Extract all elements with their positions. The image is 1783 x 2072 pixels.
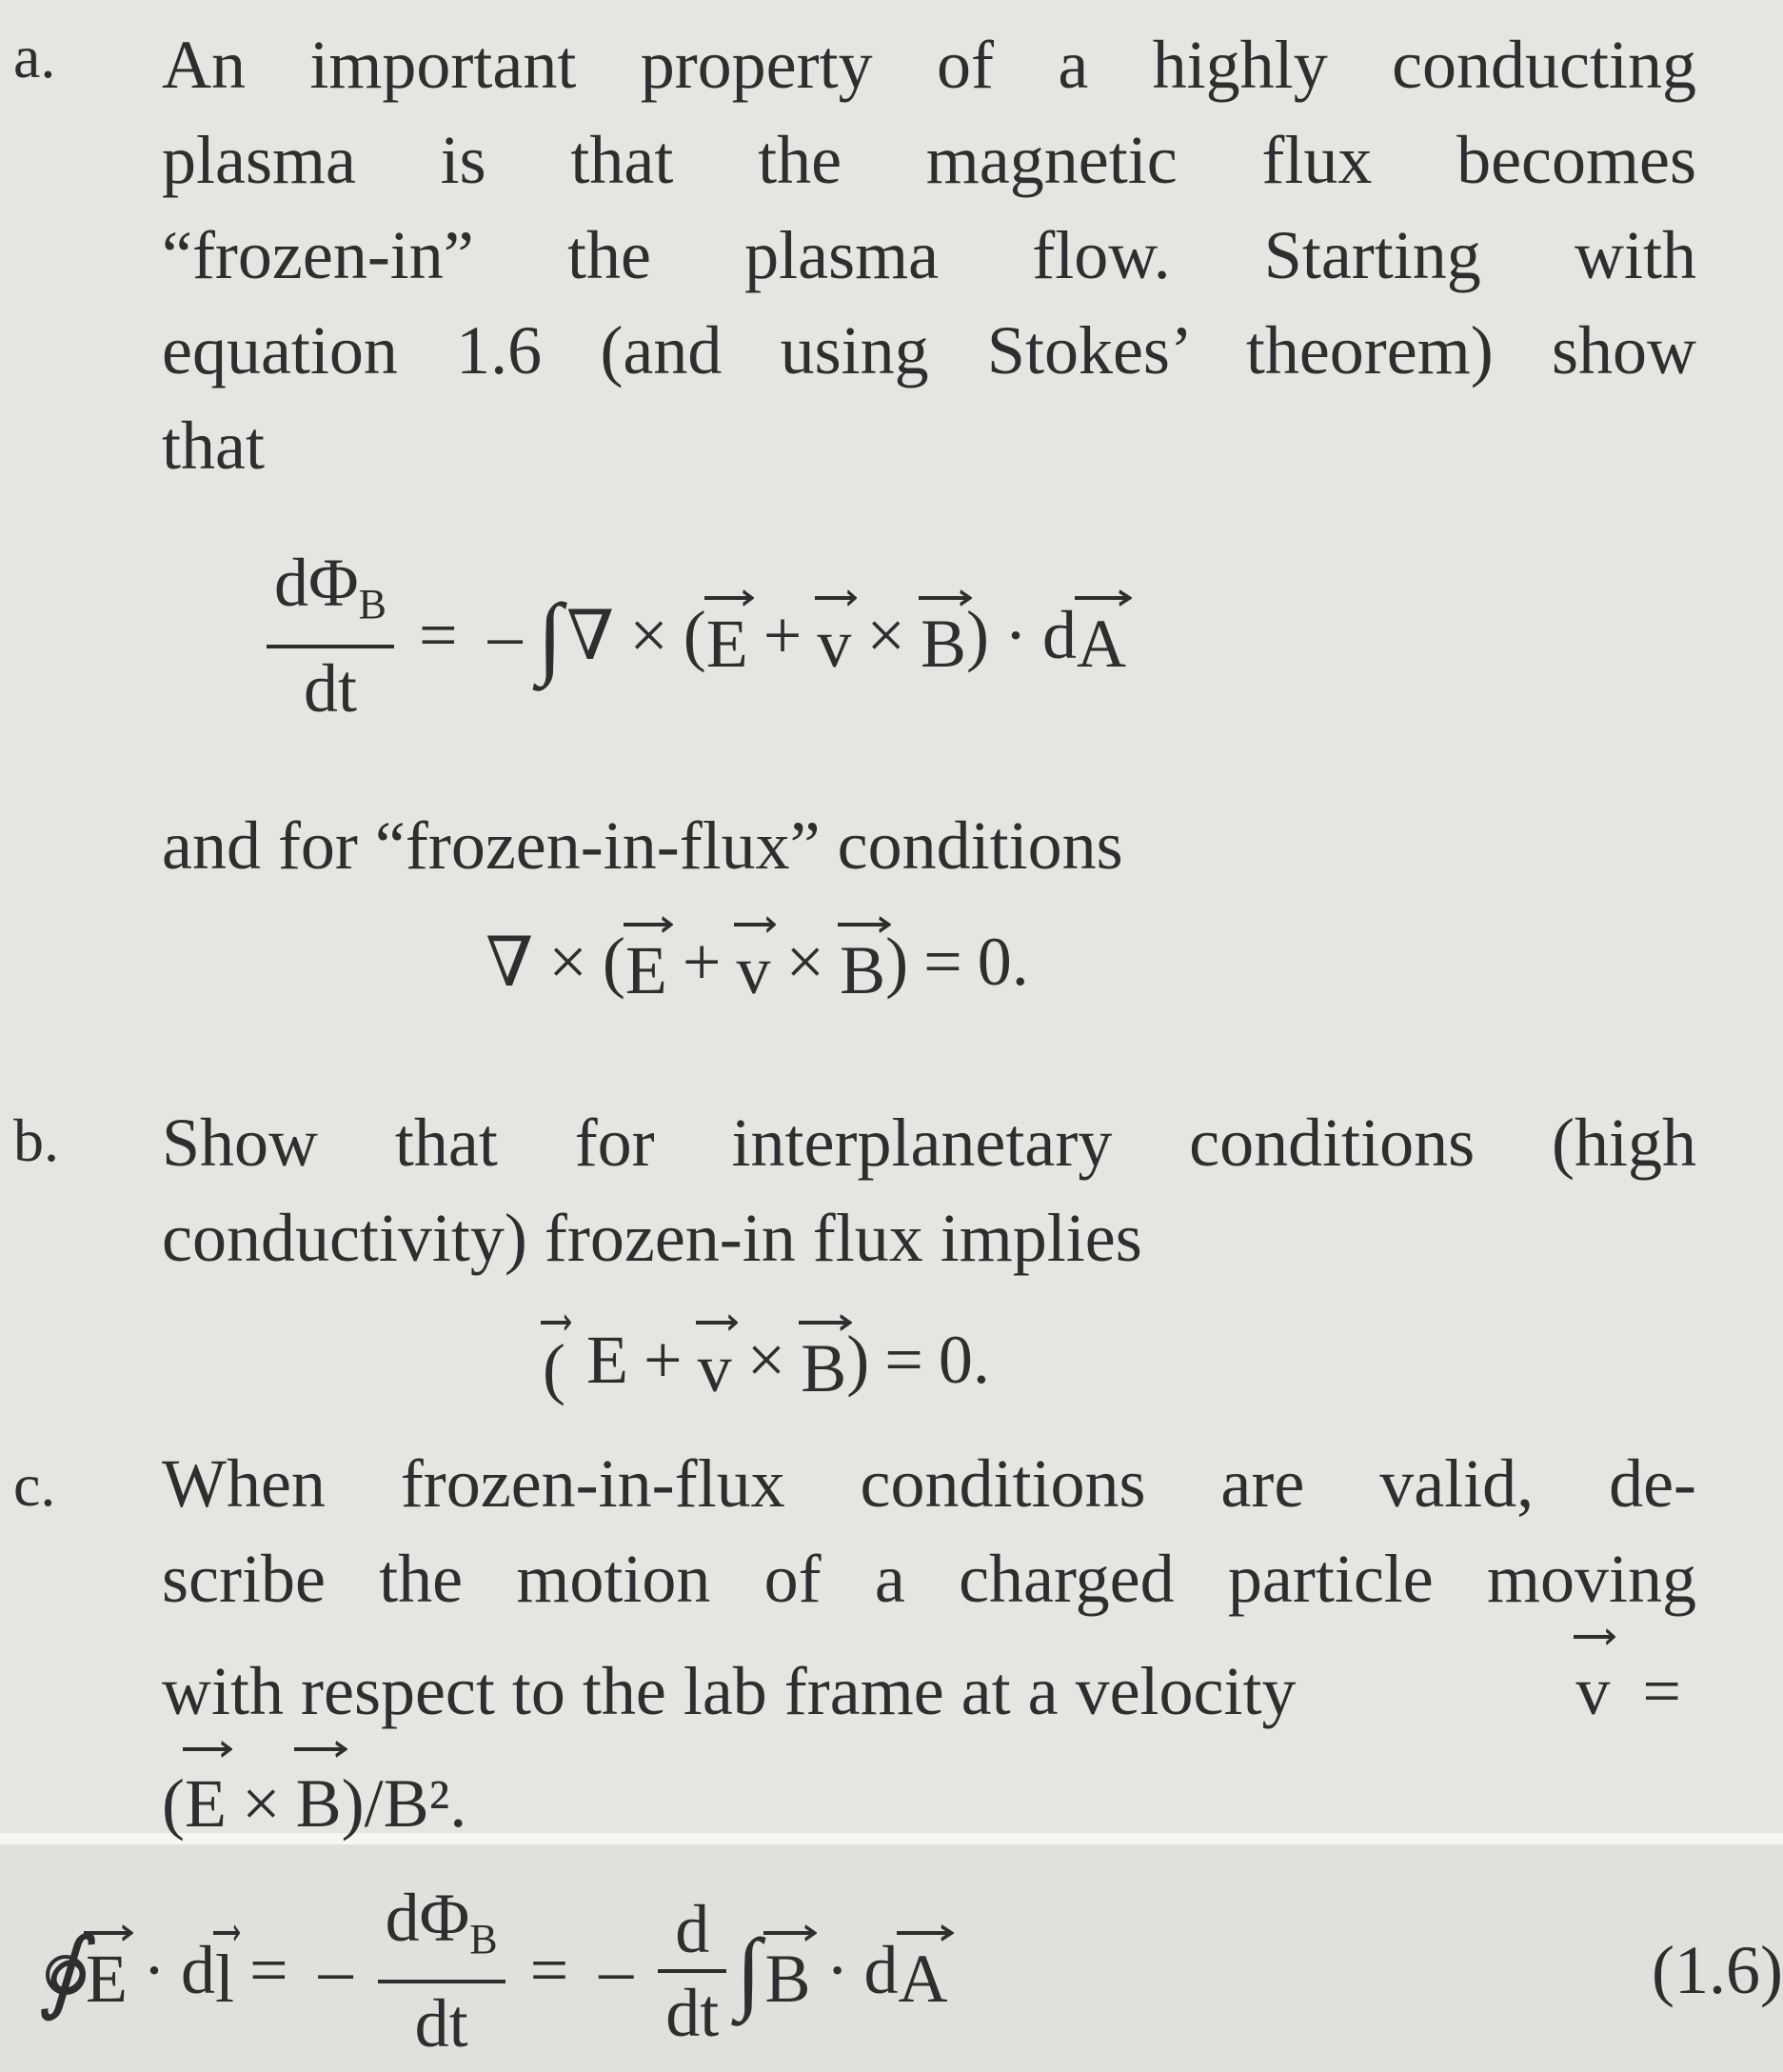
- symbol-E: E: [585, 1322, 628, 1398]
- fraction-dphi-dt: [378, 1878, 505, 2063]
- frac-numerator-subscript: B: [469, 1916, 498, 1963]
- equals-sign: =: [923, 924, 962, 1000]
- item-c-line-3: [162, 1626, 1696, 1739]
- differential-d: d: [863, 1932, 899, 2009]
- vector-v: v: [817, 588, 851, 684]
- vector-E: E: [706, 588, 748, 684]
- vector-B: B: [840, 914, 885, 1010]
- right-paren: ): [966, 597, 989, 674]
- cross-symbol: ×: [746, 1322, 786, 1398]
- item-a-line-2: plasma is that the magnetic flux becomes: [162, 122, 1696, 198]
- minus-sign: –: [318, 1932, 353, 2009]
- velocity-tail: )/B².: [341, 1765, 467, 1842]
- minus-sign: –: [487, 597, 523, 674]
- right-paren: ): [885, 924, 909, 1000]
- vector-arrow-icon: [541, 1314, 571, 1331]
- integral-sign: ∫: [736, 1919, 762, 2022]
- vector-B: B: [296, 1739, 342, 1851]
- frac-denominator: dt: [665, 1974, 720, 2051]
- plus-sign: +: [643, 1322, 683, 1398]
- vector-v: v: [736, 914, 770, 1010]
- fraction-dphi-dt: [267, 543, 394, 728]
- cross-symbol: ×: [241, 1765, 281, 1842]
- item-a-line-6: and for “frozen-in-flux” conditions: [162, 807, 1123, 884]
- rhs-value: 0.: [938, 1322, 990, 1398]
- item-b-line-1: Show that for interplanetary conditions (high: [162, 1105, 1696, 1181]
- vector-lparen-E: (: [543, 1312, 565, 1408]
- dot-symbol: ·: [1004, 597, 1027, 674]
- vector-arrow-icon: [799, 1314, 852, 1331]
- vector-v: v: [1575, 1626, 1610, 1739]
- vector-B: B: [801, 1312, 846, 1408]
- cross-symbol: ×: [785, 924, 825, 1000]
- item-label-a: a.: [13, 23, 56, 90]
- item-c-line-4: [162, 1739, 1696, 1851]
- vector-arrow-icon: [704, 589, 754, 607]
- differential-d: d: [1041, 597, 1077, 674]
- left-paren: (: [683, 597, 706, 674]
- vector-l: l: [215, 1923, 234, 2019]
- vector-E: E: [185, 1739, 227, 1851]
- vector-arrow-icon: [84, 1924, 133, 1942]
- nabla-symbol: ∇: [565, 598, 615, 675]
- frac-numerator: dΦ: [385, 1880, 470, 1956]
- contour-integral-icon: ∮: [38, 1919, 87, 2022]
- vector-E: E: [625, 914, 667, 1010]
- cross-symbol: ×: [548, 924, 587, 1000]
- equation-frozen-in-curl: [485, 914, 1029, 1010]
- vector-arrow-icon: [213, 1924, 240, 1942]
- right-paren: ): [846, 1322, 870, 1398]
- vector-v: v: [698, 1312, 732, 1408]
- item-a-text-2: [162, 798, 1696, 893]
- plus-sign: +: [763, 597, 802, 674]
- vector-arrow-icon: [294, 1741, 347, 1758]
- left-paren: (: [162, 1765, 185, 1842]
- equals-sign: =: [884, 1322, 923, 1398]
- vector-arrow-icon: [696, 1314, 738, 1331]
- differential-d: d: [180, 1932, 215, 2009]
- dot-symbol: ·: [825, 1932, 849, 2009]
- equals-sign: =: [249, 1932, 288, 2009]
- equation-1-6: [38, 1878, 1783, 2063]
- vector-arrow-icon: [897, 1924, 954, 1942]
- vector-arrow-icon: [183, 1741, 232, 1758]
- item-label-c: c.: [13, 1451, 56, 1519]
- integral-sign: ∫: [537, 584, 563, 687]
- vector-B: B: [921, 588, 966, 684]
- vector-A: A: [899, 1923, 948, 2019]
- item-a-line-4: equation 1.6 (and using Stokes’ theorem) show: [162, 312, 1696, 388]
- velocity-lhs: [1575, 1626, 1696, 1739]
- item-c-line-1: When frozen-in-flux conditions are valid, de-: [162, 1445, 1696, 1522]
- rhs-value: 0.: [977, 924, 1029, 1000]
- frac-denominator: dt: [303, 650, 357, 727]
- vector-arrow-icon: [624, 916, 673, 933]
- item-label-b: b.: [13, 1106, 59, 1174]
- vector-A: A: [1077, 588, 1126, 684]
- frac-numerator-subscript: B: [358, 581, 386, 628]
- left-paren: (: [602, 924, 625, 1000]
- item-b-line-2: conductivity) frozen-in flux implies: [162, 1200, 1142, 1276]
- fraction-d-dt: [658, 1889, 726, 2053]
- item-c-line-3-text: with respect to the lab frame at a velocity: [162, 1653, 1297, 1729]
- vector-arrow-icon: [815, 589, 857, 607]
- vector-B: B: [765, 1923, 811, 2019]
- cross-symbol: ×: [629, 597, 668, 674]
- nabla-symbol: ∇: [485, 925, 534, 1001]
- item-c-text: [162, 1436, 1696, 1851]
- item-a-line-1: An important property of a highly conducting: [162, 27, 1696, 103]
- item-a-line-5: that: [162, 408, 265, 484]
- item-a-text: [162, 17, 1696, 493]
- equation-flux-rate: [257, 543, 1126, 728]
- vector-arrow-icon: [1075, 589, 1132, 607]
- equals-sign: =: [529, 1932, 569, 2009]
- equation-number: (1.6): [1652, 1932, 1783, 2009]
- plus-sign: +: [682, 924, 722, 1000]
- vector-arrow-icon: [763, 1924, 817, 1942]
- equals-sign: =: [419, 597, 458, 674]
- dot-symbol: ·: [143, 1932, 166, 2009]
- minus-sign: –: [599, 1932, 634, 2009]
- item-a-line-3: “frozen-in” the plasma flow. Starting with: [162, 217, 1696, 293]
- cross-symbol: ×: [866, 597, 905, 674]
- vector-E: E: [86, 1923, 128, 2019]
- equals-sign: =: [1642, 1653, 1681, 1729]
- frac-numerator: dΦ: [274, 545, 359, 621]
- frac-denominator: dt: [414, 1985, 468, 2062]
- equation-frozen-in-field: [543, 1312, 990, 1408]
- item-c-line-2: scribe the motion of a charged particle moving: [162, 1541, 1696, 1617]
- frac-numerator: d: [675, 1890, 710, 1967]
- vector-arrow-icon: [1574, 1628, 1615, 1645]
- item-b-text: [162, 1095, 1696, 1285]
- vector-arrow-icon: [734, 916, 776, 933]
- vector-arrow-icon: [838, 916, 891, 933]
- vector-arrow-icon: [919, 589, 972, 607]
